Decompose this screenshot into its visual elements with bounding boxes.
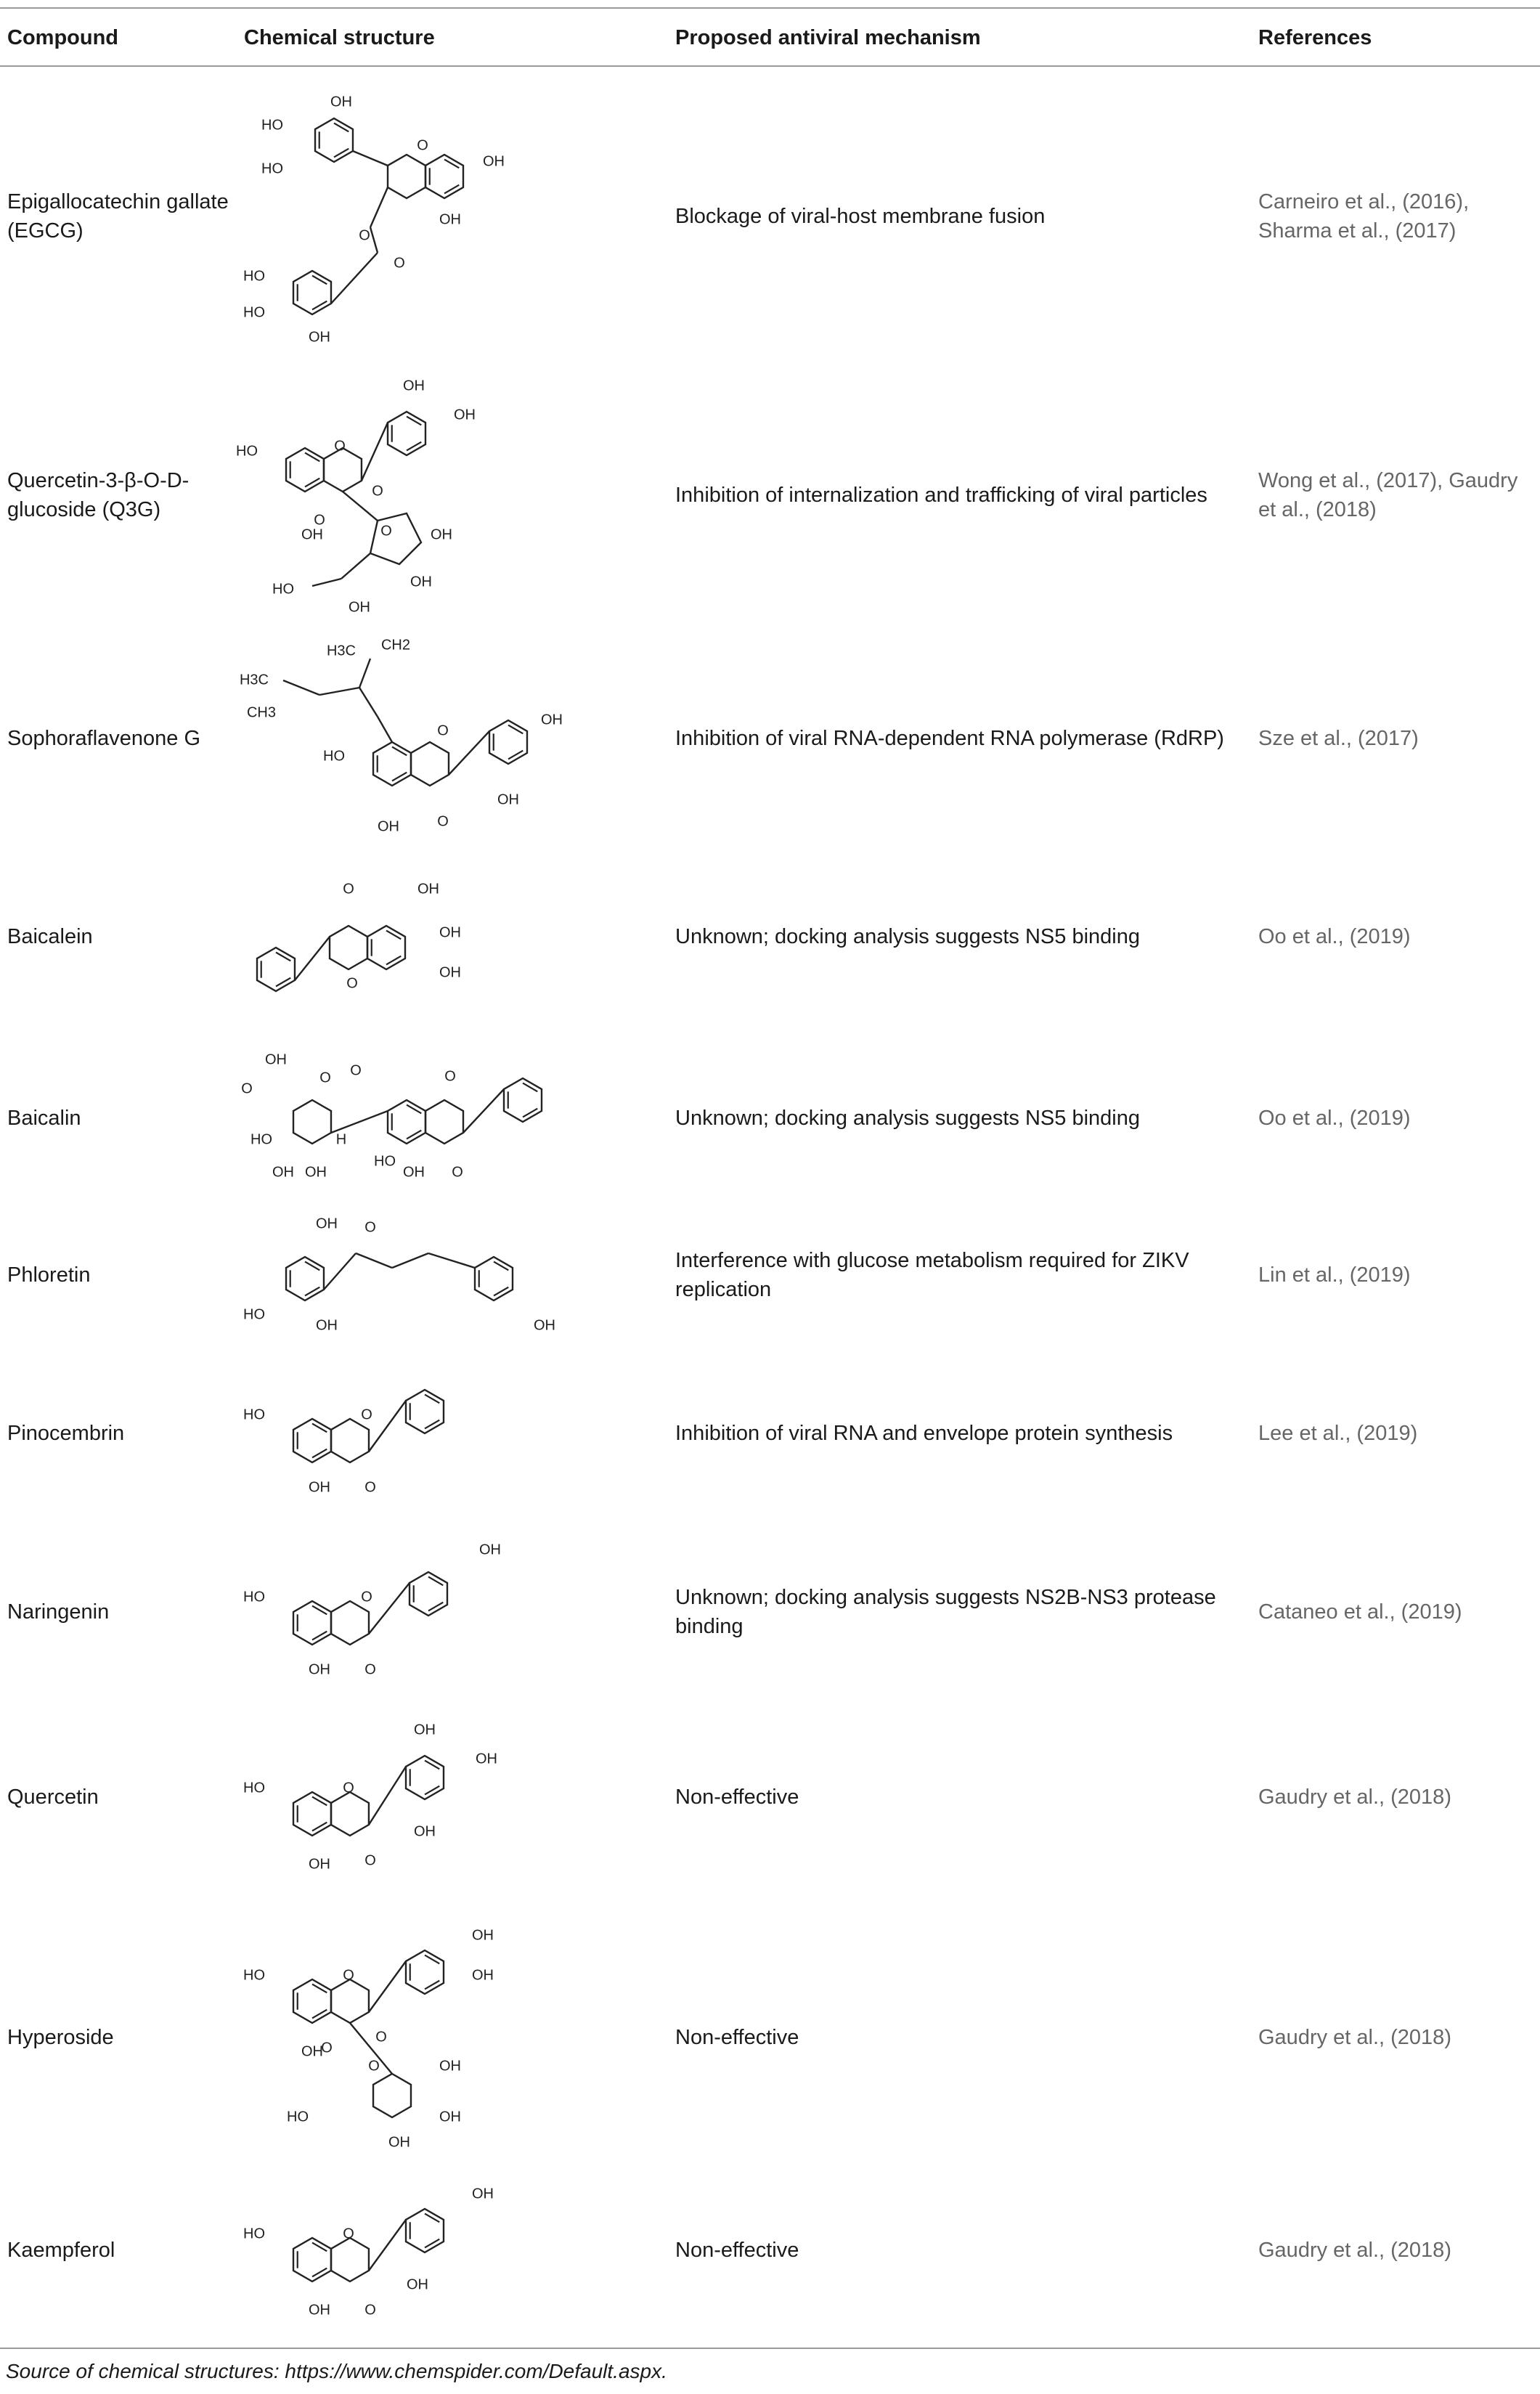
atom-label: O <box>437 813 449 830</box>
compound-cell <box>7 1419 124 1448</box>
structure-drawing <box>232 1719 508 1876</box>
mechanism-line: Inhibition of viral RNA-dependent RNA polymerase (RdRP) <box>675 727 1224 750</box>
atom-label: OH <box>410 574 432 590</box>
mechanism-line: binding <box>675 1615 743 1638</box>
ring-bond <box>411 742 449 786</box>
single-bond <box>369 1961 406 2012</box>
atom-label: OH <box>439 211 461 228</box>
structure-drawing <box>232 375 508 615</box>
double-bond <box>428 1603 443 1611</box>
single-bond <box>449 731 489 775</box>
mechanism-cell <box>675 202 1045 231</box>
atom-label: OH <box>316 1317 338 1334</box>
atom-label: OH <box>265 1051 287 1068</box>
atom-label: O <box>380 523 392 540</box>
double-bond <box>276 978 290 987</box>
mechanism-cell <box>675 1419 1173 1448</box>
atom-label: O <box>444 1068 456 1085</box>
atom-label: HO <box>243 268 265 285</box>
atom-label: HO <box>261 160 283 177</box>
ring-bond <box>293 1100 331 1144</box>
ring-bond <box>504 1078 542 1122</box>
atom-label: OH <box>454 407 476 423</box>
double-bond <box>312 2268 327 2276</box>
atom-label: OH <box>431 526 452 543</box>
single-bond <box>359 688 378 717</box>
ring-bond <box>373 742 411 786</box>
double-bond <box>425 1760 439 1769</box>
atom-label: OH <box>309 1661 330 1678</box>
atom-label: O <box>241 1080 253 1097</box>
single-bond <box>319 688 359 695</box>
compound-line: Hyperoside <box>7 2026 114 2049</box>
header-mechanism: Proposed antiviral mechanism <box>675 26 981 49</box>
mechanism-line: Unknown; docking analysis suggests NS5 binding <box>675 925 1140 948</box>
ring-bond <box>425 155 463 198</box>
ring-bond <box>425 1100 463 1144</box>
atom-label: OH <box>330 94 352 110</box>
chemical-structure <box>232 1719 508 1876</box>
compound-line: Sophoraflavenone G <box>7 727 201 750</box>
ring-bond <box>388 155 425 198</box>
double-bond <box>407 417 421 426</box>
mechanism-line: Non-effective <box>675 2239 799 2262</box>
ring-bond <box>406 2209 444 2252</box>
atom-label: O <box>346 975 358 992</box>
references-line: Lin et al., (2019) <box>1258 1263 1411 1287</box>
atom-label: H <box>335 1131 347 1148</box>
single-bond <box>369 1401 406 1452</box>
atom-label: CH3 <box>246 704 277 721</box>
header-references: References <box>1258 26 1372 49</box>
atom-label: OH <box>407 2276 428 2292</box>
atom-label: OH <box>534 1317 555 1334</box>
mechanism-cell <box>675 2023 799 2052</box>
atom-label: HO <box>243 1589 265 1605</box>
atom-label: O <box>375 2029 387 2045</box>
compound-line: Naringenin <box>7 1600 110 1624</box>
double-bond <box>392 747 407 756</box>
double-bond <box>312 301 327 310</box>
single-bond <box>324 1253 356 1290</box>
mechanism-cell <box>675 922 1140 951</box>
atom-label: HO <box>243 1406 265 1423</box>
double-bond <box>276 953 290 961</box>
atom-label: OH <box>439 2109 461 2125</box>
compound-line: Epigallocatechin gallate <box>7 190 229 213</box>
ring-bond <box>388 1100 425 1144</box>
atom-label: HO <box>243 304 265 321</box>
compound-cell <box>7 1261 90 1290</box>
mechanism-line: Blockage of viral-host membrane fusion <box>675 205 1046 228</box>
structure-drawing <box>232 82 537 351</box>
double-bond <box>508 725 523 734</box>
atom-label: O <box>359 227 370 244</box>
single-bond <box>369 1767 406 1825</box>
atom-label: O <box>361 1589 372 1605</box>
atom-label: OH <box>309 329 330 346</box>
sugar-ring <box>370 513 421 564</box>
atom-label: HO <box>243 1967 265 1984</box>
atom-label: O <box>364 1661 376 1678</box>
atom-label: OH <box>349 599 370 615</box>
references-cell <box>1258 922 1411 951</box>
ring-bond <box>293 1419 331 1462</box>
structure-drawing <box>232 1210 574 1340</box>
double-bond <box>312 276 327 285</box>
ring-bond <box>315 118 353 162</box>
atom-label: O <box>321 2040 333 2056</box>
atom-label: OH <box>483 153 505 170</box>
header-structure: Chemical structure <box>244 26 435 49</box>
double-bond <box>305 479 319 487</box>
atom-label: OH <box>439 964 461 981</box>
atom-label: O <box>368 2058 380 2075</box>
mechanism-line: Interference with glucose metabolism required for ZIKV <box>675 1249 1189 1272</box>
double-bond <box>312 1424 327 1433</box>
single-bond <box>341 553 370 579</box>
atom-label: OH <box>309 2301 330 2318</box>
atom-label: OH <box>439 924 461 941</box>
atom-label: OH <box>439 2058 461 2075</box>
double-bond <box>425 1395 439 1404</box>
atom-label: HO <box>272 581 294 598</box>
structure-drawing <box>232 2180 508 2321</box>
header-bottom-rule <box>0 65 1540 67</box>
references-line: Oo et al., (2019) <box>1258 1107 1411 1130</box>
table-top-rule <box>0 7 1540 9</box>
double-bond <box>312 2010 327 2019</box>
references-line: Gaudry et al., (2018) <box>1258 2239 1451 2262</box>
ring-bond <box>293 1979 331 2023</box>
atom-label: OH <box>414 1721 436 1738</box>
double-bond <box>305 453 319 462</box>
compound-line: Quercetin <box>7 1786 99 1809</box>
double-bond <box>312 2242 327 2251</box>
double-bond <box>444 160 459 168</box>
double-bond <box>428 1577 443 1586</box>
mechanism-cell <box>675 2236 799 2265</box>
double-bond <box>392 773 407 781</box>
double-bond <box>312 1822 327 1831</box>
single-bond <box>463 1089 504 1133</box>
atom-label: HO <box>236 443 258 460</box>
references-cell <box>1258 1597 1462 1626</box>
atom-label: O <box>364 1219 376 1236</box>
double-bond <box>312 1984 327 1993</box>
ring-bond <box>324 448 362 492</box>
double-bond <box>312 1632 327 1640</box>
mechanism-line: Inhibition of internalization and trafficking of viral particles <box>675 484 1207 507</box>
ring-bond <box>410 1572 447 1616</box>
double-bond <box>425 2239 439 2247</box>
atom-label: O <box>350 1062 362 1079</box>
single-bond <box>428 1253 475 1268</box>
atom-label: OH <box>305 1164 327 1181</box>
single-bond <box>331 253 378 304</box>
ring-bond <box>406 1756 444 1799</box>
atom-label: O <box>314 512 325 529</box>
atom-label: H3C <box>239 672 269 688</box>
atom-label: O <box>343 1967 354 1984</box>
atom-label: HO <box>261 117 283 134</box>
references-line: Cataneo et al., (2019) <box>1258 1600 1462 1624</box>
double-bond <box>425 1420 439 1429</box>
table-bottom-rule <box>0 2348 1540 2349</box>
compound-cell <box>7 466 189 524</box>
compound-line: glucoside (Q3G) <box>7 498 161 521</box>
atom-label: HO <box>243 1306 265 1323</box>
atom-label: O <box>334 438 346 455</box>
atom-label: O <box>361 1406 372 1423</box>
single-bond <box>370 227 378 253</box>
atom-label: OH <box>541 712 563 728</box>
references-line: Lee et al., (2019) <box>1258 1422 1418 1445</box>
references-cell <box>1258 466 1517 524</box>
atom-label: O <box>343 1779 354 1796</box>
atom-label: CH2 <box>380 637 411 654</box>
compound-cell <box>7 1104 81 1133</box>
references-line: Wong et al., (2017), Gaudry <box>1258 469 1518 492</box>
references-cell <box>1258 2023 1451 2052</box>
atom-label: OH <box>414 1823 436 1839</box>
atom-label: O <box>417 137 428 154</box>
chemical-structure <box>232 1049 566 1187</box>
header-compound: Compound <box>7 26 119 49</box>
atom-label: HO <box>243 2225 265 2242</box>
references-line: Sharma et al., (2017) <box>1258 219 1457 243</box>
mechanism-line: replication <box>675 1278 772 1301</box>
mechanism-cell <box>675 1783 799 1812</box>
atom-label: HO <box>287 2109 309 2125</box>
compound-line: Baicalin <box>7 1107 81 1130</box>
double-bond <box>508 751 523 760</box>
mechanism-cell <box>675 481 1207 510</box>
double-bond <box>312 1449 327 1458</box>
double-bond <box>386 956 401 965</box>
double-bond <box>494 1287 508 1296</box>
ring-bond <box>489 720 527 764</box>
mechanism-cell <box>675 1583 1216 1641</box>
mechanism-cell <box>675 724 1224 753</box>
references-line: Sze et al., (2017) <box>1258 727 1419 750</box>
compound-cell <box>7 2236 115 2265</box>
compound-cell <box>7 1597 109 1626</box>
atom-label: O <box>343 881 354 897</box>
atom-label: O <box>319 1070 331 1086</box>
double-bond <box>312 1606 327 1615</box>
ring-bond <box>475 1257 513 1300</box>
atom-label: O <box>364 1852 376 1868</box>
chemical-structure <box>232 1361 465 1506</box>
references-cell <box>1258 1783 1451 1812</box>
atom-label: OH <box>378 818 399 835</box>
atom-label: HO <box>243 1779 265 1796</box>
single-bond <box>283 680 319 695</box>
double-bond <box>305 1287 319 1296</box>
atom-label: OH <box>301 2043 323 2060</box>
compound-line: Pinocembrin <box>7 1422 125 1445</box>
compound-cell <box>7 2023 114 2052</box>
compound-line: Baicalein <box>7 925 93 948</box>
ring-bond <box>331 1979 369 2023</box>
atom-label: OH <box>476 1750 497 1767</box>
single-bond <box>356 1253 392 1268</box>
atom-label: OH <box>497 791 519 808</box>
double-bond <box>494 1262 508 1271</box>
double-bond <box>407 1131 421 1139</box>
atom-label: OH <box>309 1479 330 1496</box>
chemical-structure <box>232 868 472 1006</box>
single-bond <box>331 1111 388 1133</box>
atom-label: OH <box>403 378 425 394</box>
atom-label: O <box>343 2225 354 2242</box>
ring-bond <box>331 2238 369 2281</box>
atom-label: HO <box>323 748 345 765</box>
ring-bond <box>293 271 331 314</box>
atom-label: OH <box>403 1164 425 1181</box>
atom-label: OH <box>388 2134 410 2151</box>
structure-drawing <box>232 1361 465 1506</box>
single-bond <box>378 717 392 742</box>
compound-line: Phloretin <box>7 1263 91 1287</box>
single-bond <box>370 187 388 227</box>
atom-label: O <box>452 1164 463 1181</box>
double-bond <box>407 1105 421 1114</box>
double-bond <box>312 1796 327 1805</box>
atom-label: OH <box>472 1967 494 1984</box>
ring-bond <box>406 1390 444 1433</box>
double-bond <box>386 931 401 940</box>
atom-label: O <box>364 2301 376 2318</box>
atom-label: O <box>437 722 449 739</box>
structure-drawing <box>232 868 472 1006</box>
compound-cell <box>7 922 93 951</box>
atom-label: OH <box>479 1542 501 1558</box>
atom-label: HO <box>374 1153 396 1170</box>
references-cell <box>1258 1104 1411 1133</box>
mechanism-cell <box>675 1246 1189 1304</box>
structure-drawing <box>232 1921 508 2154</box>
atom-label: O <box>364 1479 376 1496</box>
single-bond <box>392 1253 428 1268</box>
references-line: Gaudry et al., (2018) <box>1258 2026 1451 2049</box>
compound-cell <box>7 187 229 245</box>
ring-bond <box>367 926 405 969</box>
compound-cell <box>7 724 200 753</box>
double-bond <box>425 1981 439 1990</box>
ring-bond <box>257 948 295 991</box>
chemical-structure <box>232 637 574 840</box>
single-bond <box>312 579 341 586</box>
references-line: Oo et al., (2019) <box>1258 925 1411 948</box>
references-line: et al., (2018) <box>1258 498 1377 521</box>
compound-cell <box>7 1783 99 1812</box>
atom-label: OH <box>472 2185 494 2202</box>
compound-line: (EGCG) <box>7 219 83 243</box>
references-cell <box>1258 187 1469 245</box>
single-bond <box>359 659 370 688</box>
atom-label: H3C <box>326 643 357 659</box>
table-footnote: Source of chemical structures: https://www.chemspider.com/Default.aspx. <box>6 2360 667 2382</box>
chemical-structure <box>232 1210 574 1340</box>
atom-label: OH <box>316 1216 338 1232</box>
structure-drawing <box>232 1536 508 1688</box>
atom-label: O <box>372 483 383 500</box>
double-bond <box>334 123 349 132</box>
structure-drawing <box>232 637 574 840</box>
ring-bond <box>388 412 425 455</box>
chemical-structure <box>232 82 537 351</box>
ring-bond <box>406 1950 444 1994</box>
mechanism-line: Unknown; docking analysis suggests NS5 binding <box>675 1107 1140 1130</box>
double-bond <box>407 442 421 451</box>
single-bond <box>295 937 330 980</box>
ring-bond <box>286 448 324 492</box>
atom-label: OH <box>309 1855 330 1872</box>
ring-bond <box>286 1257 324 1300</box>
chemical-structure <box>232 1921 508 2154</box>
double-bond <box>425 2213 439 2222</box>
double-bond <box>425 1786 439 1794</box>
ring-bond <box>330 926 367 969</box>
references-cell <box>1258 1419 1417 1448</box>
ring-bond <box>331 1419 369 1462</box>
double-bond <box>523 1083 537 1092</box>
single-bond <box>369 2220 406 2271</box>
ring-bond <box>293 1601 331 1645</box>
single-bond <box>362 423 388 481</box>
double-bond <box>334 149 349 158</box>
chemical-structure <box>232 1536 508 1688</box>
mechanism-cell <box>675 1104 1140 1133</box>
ring-bond <box>293 2238 331 2281</box>
mechanism-line: Inhibition of viral RNA and envelope protein synthesis <box>675 1422 1173 1445</box>
double-bond <box>523 1109 537 1117</box>
atom-label: OH <box>417 881 439 897</box>
references-line: Gaudry et al., (2018) <box>1258 1786 1451 1809</box>
double-bond <box>444 185 459 194</box>
mechanism-line: Non-effective <box>675 1786 799 1809</box>
atom-label: OH <box>301 526 323 543</box>
double-bond <box>425 1955 439 1964</box>
ring-bond <box>293 1792 331 1836</box>
atom-label: OH <box>472 1927 494 1944</box>
references-cell <box>1258 724 1419 753</box>
atom-label: OH <box>272 1164 294 1181</box>
ring-bond <box>331 1792 369 1836</box>
chemical-structure <box>232 375 508 615</box>
double-bond <box>305 1262 319 1271</box>
ring-bond <box>373 2074 411 2117</box>
atom-label: O <box>394 255 405 272</box>
atom-label: HO <box>250 1131 272 1148</box>
single-bond <box>353 151 388 166</box>
single-bond <box>369 1583 410 1634</box>
chemical-structure <box>232 2180 508 2321</box>
references-cell <box>1258 2236 1451 2265</box>
references-cell <box>1258 1261 1411 1290</box>
ring-bond <box>331 1601 369 1645</box>
mechanism-line: Non-effective <box>675 2026 799 2049</box>
compound-line: Quercetin-3-β-O-D- <box>7 469 190 492</box>
compound-line: Kaempferol <box>7 2239 115 2262</box>
structure-drawing <box>232 1049 566 1187</box>
mechanism-line: Unknown; docking analysis suggests NS2B-NS3 protease <box>675 1586 1216 1609</box>
references-line: Carneiro et al., (2016), <box>1258 190 1470 213</box>
